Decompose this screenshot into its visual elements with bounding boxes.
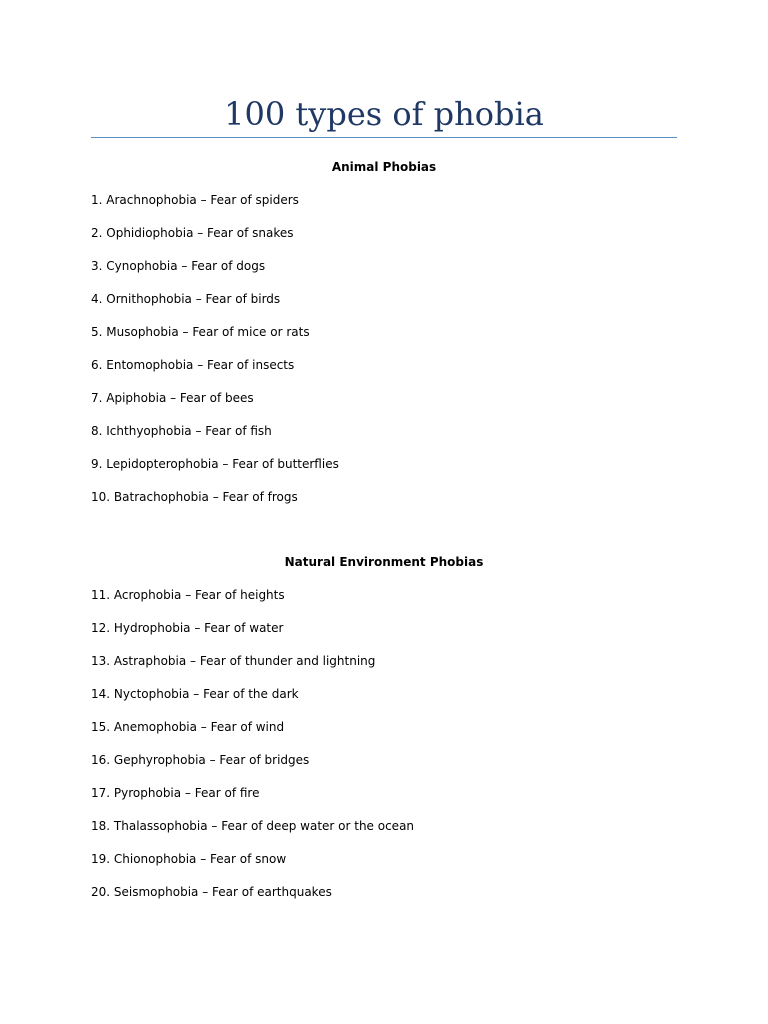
list-item: 15. Anemophobia – Fear of wind <box>91 720 285 734</box>
list-item: 20. Seismophobia – Fear of earthquakes <box>91 885 332 899</box>
list-item: 10. Batrachophobia – Fear of frogs <box>91 490 298 504</box>
list-item: 5. Musophobia – Fear of mice or rats <box>91 325 310 339</box>
list-item: 19. Chionophobia – Fear of snow <box>91 852 287 866</box>
list-item: 11. Acrophobia – Fear of heights <box>91 588 285 602</box>
list-item: 4. Ornithophobia – Fear of birds <box>91 292 281 306</box>
list-item: 18. Thalassophobia – Fear of deep water or the ocean <box>91 819 415 833</box>
document-title: 100 types of phobia <box>224 95 544 133</box>
natural-environment-phobias-list <box>91 587 414 917</box>
list-item: 13. Astraphobia – Fear of thunder and lightning <box>91 654 376 668</box>
title-underline-divider <box>91 137 677 138</box>
list-item: 16. Gephyrophobia – Fear of bridges <box>91 753 310 767</box>
list-item: 12. Hydrophobia – Fear of water <box>91 621 284 635</box>
section-heading-animal-phobias: Animal Phobias <box>331 160 437 174</box>
section-heading-natural-environment-phobias: Natural Environment Phobias <box>284 555 484 569</box>
list-item: 6. Entomophobia – Fear of insects <box>91 358 295 372</box>
list-item: 14. Nyctophobia – Fear of the dark <box>91 687 299 701</box>
list-item: 7. Apiphobia – Fear of bees <box>91 391 254 405</box>
list-item: 9. Lepidopterophobia – Fear of butterflies <box>91 457 339 471</box>
list-item: 2. Ophidiophobia – Fear of snakes <box>91 226 294 240</box>
list-item: 17. Pyrophobia – Fear of fire <box>91 786 260 800</box>
list-item: 1. Arachnophobia – Fear of spiders <box>91 193 299 207</box>
list-item: 8. Ichthyophobia – Fear of fish <box>91 424 272 438</box>
list-item: 3. Cynophobia – Fear of dogs <box>91 259 266 273</box>
animal-phobias-list <box>91 192 339 522</box>
